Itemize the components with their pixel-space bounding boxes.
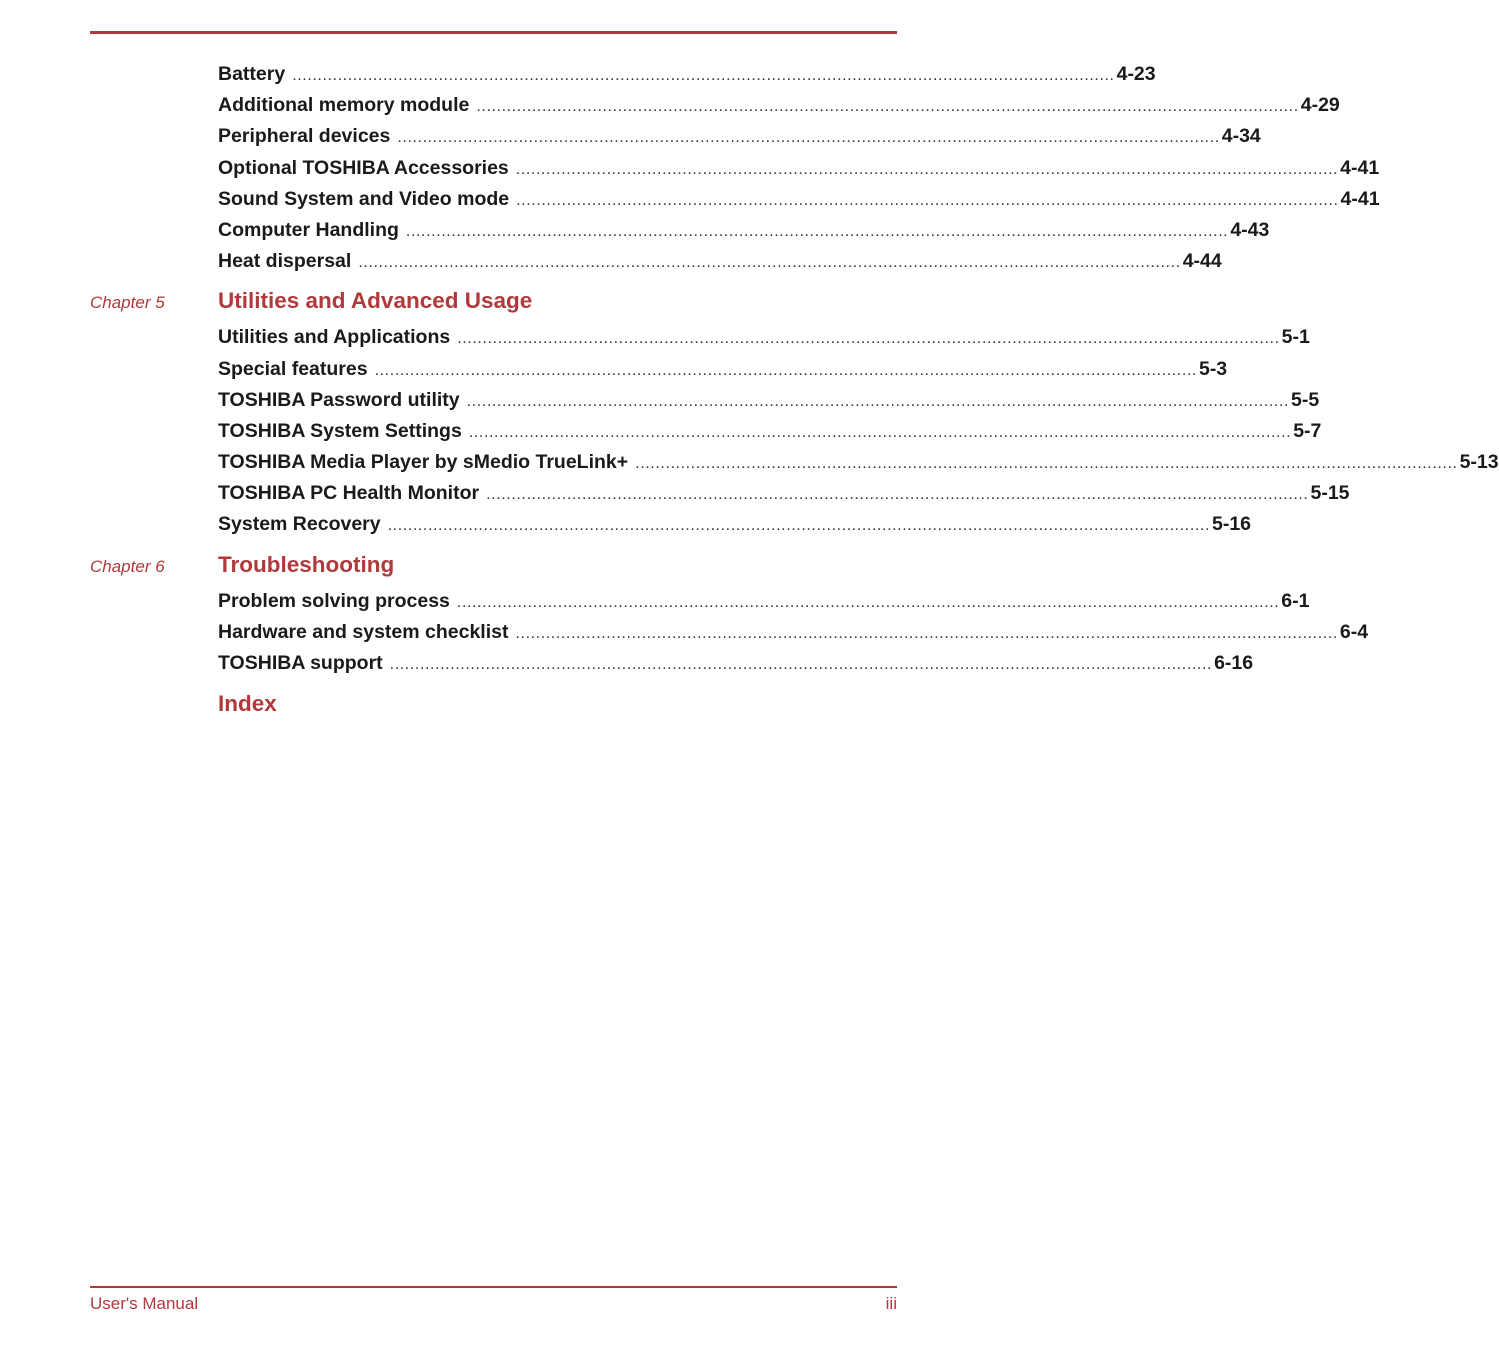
toc-entry-title: Battery [218,63,286,85]
leader-dots: ................................................................................................................................................................... [389,656,1213,673]
toc-entry-page: 4-29 [1300,94,1340,117]
leader-dots: ................................................................................................................................................................... [516,191,1339,209]
toc-entry-title: Additional memory module [218,94,470,117]
chapter-5-header [90,288,897,322]
toc-entry-page: 5-1 [1281,326,1310,349]
toc-entry-page: 5-16 [1212,513,1252,536]
toc-entry-page: 4-44 [1182,250,1222,273]
leader-dots: ................................................................................................................................................................... [397,129,1220,147]
toc-entry-system-recovery[interactable] [218,509,1252,540]
toc-entry-system-settings[interactable] [218,416,1322,447]
leader-dots: ................................................................................................................................................................... [515,160,1339,178]
leader-dots: ................................................................................................................................................................... [515,624,1338,642]
chapter-6-header [90,552,897,586]
leader-dots: ................................................................................................................................................................... [405,222,1229,240]
leader-dots: ................................................................................................................................................................... [358,254,1181,272]
leader-dots: ................................................................................................................................................................... [476,98,1299,116]
leader-dots: ................................................................................................................................................................... [387,517,1210,535]
toc-entry-title: TOSHIBA Media Player by sMedio TrueLink+ [218,451,629,474]
toc-entry-page: 6-1 [1281,589,1310,612]
toc-entry-sound-system-video-mode[interactable] [218,184,1380,215]
chapter-heading[interactable]: Utilities and Advanced Usage [218,288,533,314]
toc-entry-page: 4-41 [1340,187,1380,210]
toc-entry-special-features[interactable] [218,354,1228,385]
toc-entry-computer-handling[interactable] [218,215,1270,246]
toc-entry-page: 5-7 [1293,419,1322,442]
index-heading[interactable]: Index [218,691,277,717]
toc-entry-optional-accessories[interactable] [218,153,1380,184]
toc-entry-title: Hardware and system checklist [218,620,509,643]
toc-entry-page: 4-34 [1221,125,1261,148]
leader-dots: ................................................................................................................................................................... [635,455,1458,473]
toc-entry-page: 5-15 [1310,482,1350,505]
toc-entry-title: Peripheral devices [218,125,391,148]
toc-entry-additional-memory-module[interactable] [218,90,1340,121]
toc-entry-title: TOSHIBA Password utility [218,388,460,411]
toc-entry-title: TOSHIBA System Settings [218,419,462,442]
toc-entry-title: Optional TOSHIBA Accessories [218,156,509,179]
toc-entry-page: 4-23 [1116,63,1156,85]
toc-entry-heat-dispersal[interactable] [218,246,1222,277]
leader-dots: ................................................................................................................................................................... [374,361,1197,379]
chapter-heading[interactable]: Troubleshooting [218,551,395,577]
toc-entry-title: Problem solving process [218,589,450,612]
toc-entry-title: Heat dispersal [218,250,352,273]
leader-dots: ................................................................................................................................................................... [292,67,1115,84]
toc-entry-title: Sound System and Video mode [218,187,510,210]
table-of-contents [90,59,1499,725]
toc-entry-title: TOSHIBA PC Health Monitor [218,482,480,505]
footer-page-number: iii [885,1294,897,1313]
header-rule [90,31,897,34]
leader-dots: ................................................................................................................................................................... [457,330,1280,348]
toc-entry-page: 5-13 [1459,451,1499,474]
toc-entry-hardware-checklist[interactable] [218,617,1369,648]
toc-entry-battery[interactable] [218,59,1156,90]
toc-entry-page: 4-43 [1230,218,1270,241]
toc-entry-toshiba-support[interactable] [218,648,1254,679]
toc-entry-title: Utilities and Applications [218,326,451,349]
toc-entry-page: 6-4 [1339,620,1369,643]
toc-entry-title: Special features [218,357,368,380]
leader-dots: ................................................................................................................................................................... [466,392,1290,410]
chapter-label: Chapter 6 [90,556,165,576]
leader-dots: ................................................................................................................................................................... [468,423,1292,441]
toc-entry-peripheral-devices[interactable] [218,121,1261,152]
toc-entry-page: 6-16 [1214,652,1254,674]
toc-entry-utilities-applications[interactable] [218,322,1310,353]
toc-entry-page: 4-41 [1340,156,1380,179]
leader-dots: ................................................................................................................................................................... [456,593,1280,611]
footer-rule [90,1286,897,1288]
toc-entry-title: Computer Handling [218,218,399,241]
toc-entry-page: 5-3 [1198,357,1228,380]
toc-entry-page: 5-5 [1291,388,1320,411]
toc-entry-problem-solving[interactable] [218,586,1310,617]
toc-entry-pc-health-monitor[interactable] [218,478,1350,509]
leader-dots: ................................................................................................................................................................... [486,486,1309,504]
toc-entry-media-player[interactable] [218,447,1499,478]
footer-manual-name: User's Manual [90,1294,199,1313]
toc-entry-password-utility[interactable] [218,385,1320,416]
chapter-label: Chapter 5 [90,293,165,313]
toc-entry-title: TOSHIBA support [218,652,383,674]
toc-entry-title: System Recovery [218,513,381,536]
